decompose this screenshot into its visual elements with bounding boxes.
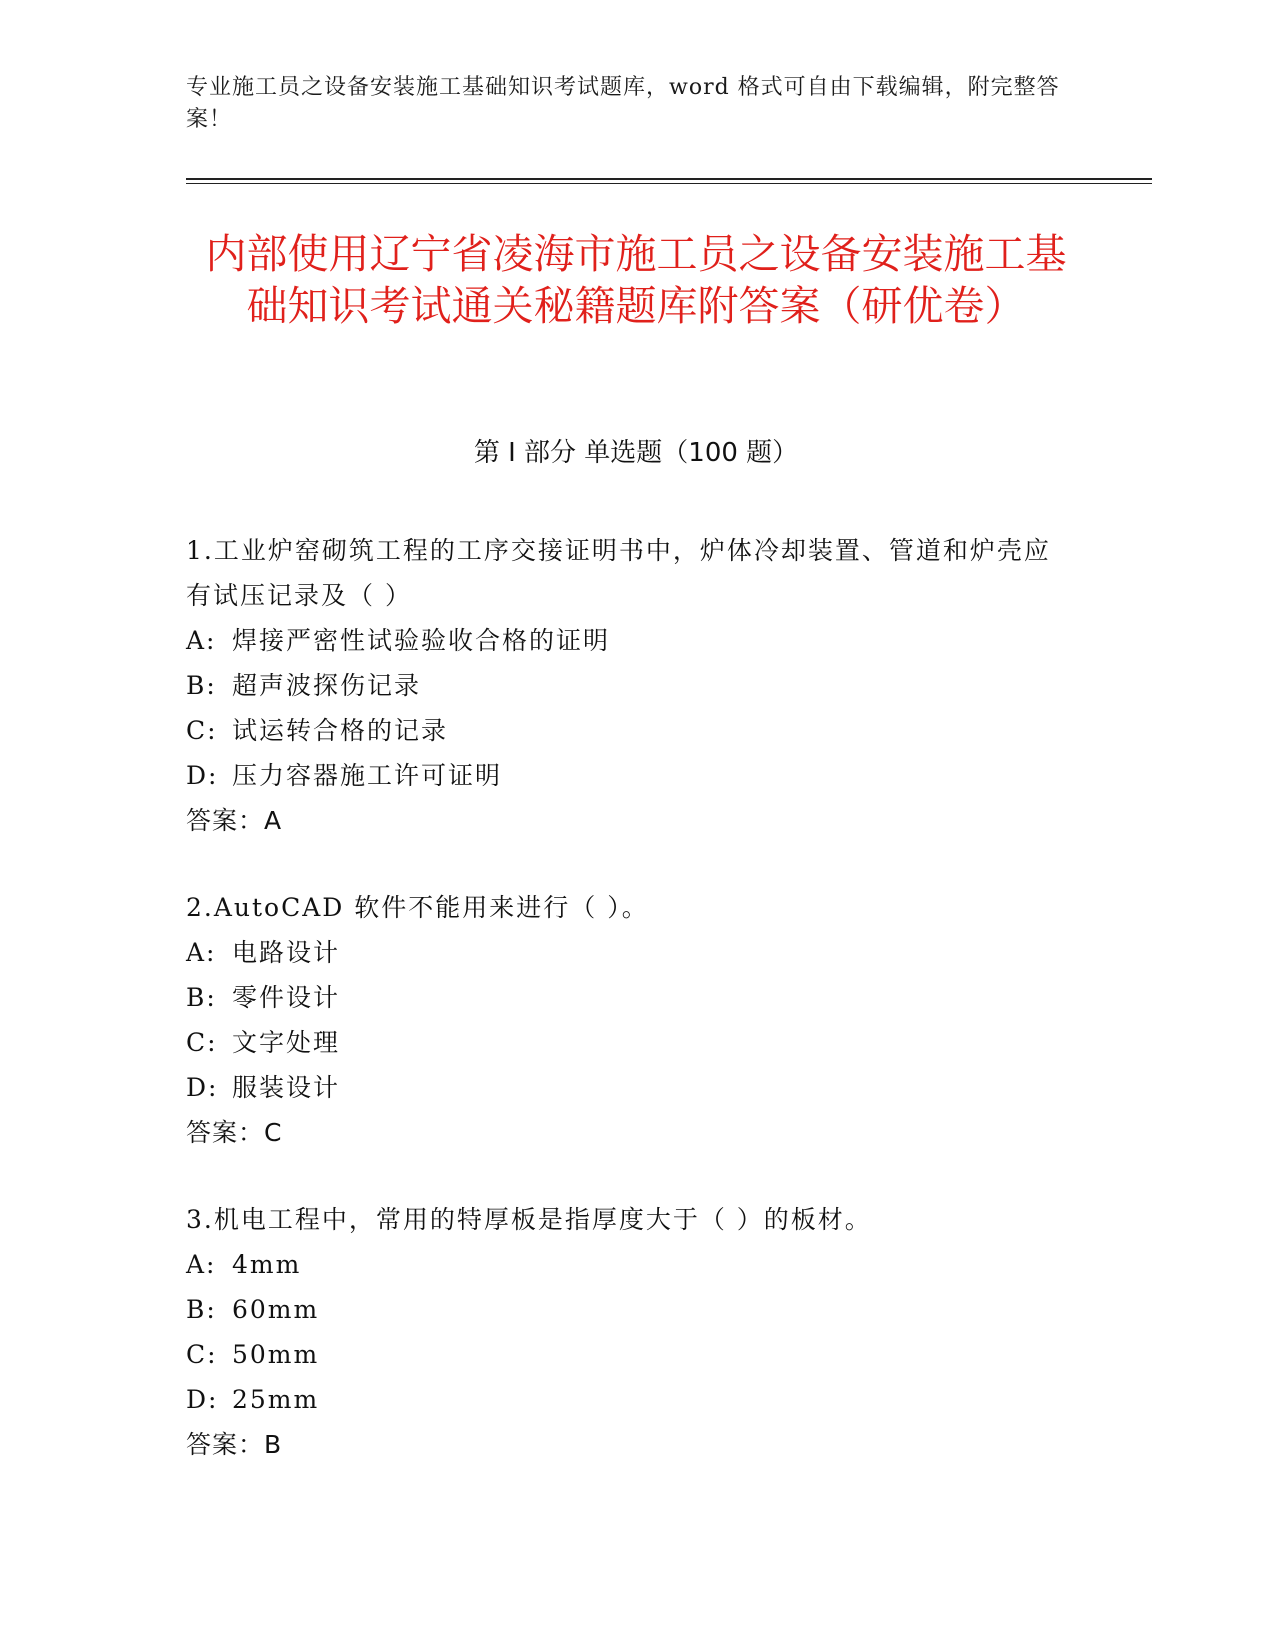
option-d bbox=[186, 1377, 1066, 1422]
question-stem: 2.AutoCAD 软件不能用来进行（ ）。 bbox=[186, 893, 649, 922]
option-c bbox=[186, 708, 1066, 753]
question-stem: 3.机电工程中，常用的特厚板是指厚度大于（ ）的板材。 bbox=[186, 1205, 872, 1234]
section-heading: 第 I 部分 单选题（100 题） bbox=[473, 438, 799, 468]
option-letter: A: bbox=[186, 1250, 217, 1279]
answer-line: 答案：C bbox=[186, 1118, 283, 1147]
option-letter: B: bbox=[186, 671, 217, 700]
option-d bbox=[186, 1065, 1066, 1110]
answer-line: 答案：B bbox=[186, 1430, 283, 1459]
option-letter: C: bbox=[186, 1028, 218, 1057]
question-stem: 1.工业炉窑砌筑工程的工序交接证明书中，炉体冷却装置、管道和炉壳应有试压记录及（ ） bbox=[186, 536, 1051, 610]
question-item bbox=[186, 885, 1066, 1155]
option-text: 电路设计 bbox=[232, 938, 341, 967]
option-letter: D: bbox=[186, 1073, 219, 1102]
option-a bbox=[186, 930, 1066, 975]
option-text: 25mm bbox=[232, 1385, 320, 1414]
option-letter: C: bbox=[186, 716, 218, 745]
option-letter: D: bbox=[186, 761, 219, 790]
option-letter: B: bbox=[186, 983, 217, 1012]
answer-line: 答案：A bbox=[186, 806, 283, 835]
question-item bbox=[186, 1197, 1066, 1467]
option-text: 服装设计 bbox=[232, 1073, 341, 1102]
option-c bbox=[186, 1332, 1066, 1377]
option-a bbox=[186, 1242, 1066, 1287]
option-text: 压力容器施工许可证明 bbox=[232, 761, 503, 790]
option-letter: D: bbox=[186, 1385, 219, 1414]
option-text: 50mm bbox=[232, 1340, 320, 1369]
option-c bbox=[186, 1020, 1066, 1065]
option-text: 超声波探伤记录 bbox=[232, 671, 422, 700]
option-a bbox=[186, 618, 1066, 663]
option-text: 4mm bbox=[232, 1250, 302, 1279]
option-text: 试运转合格的记录 bbox=[232, 716, 449, 745]
question-item bbox=[186, 528, 1066, 843]
option-text: 零件设计 bbox=[232, 983, 341, 1012]
option-b bbox=[186, 663, 1066, 708]
option-b bbox=[186, 1287, 1066, 1332]
header-divider-thick bbox=[186, 178, 1152, 180]
option-letter: B: bbox=[186, 1295, 217, 1324]
option-letter: A: bbox=[186, 626, 217, 655]
question-list bbox=[186, 528, 1066, 1509]
header-note: 专业施工员之设备安装施工基础知识考试题库，word 格式可自由下载编辑，附完整答案！ bbox=[186, 75, 1060, 132]
option-text: 焊接严密性试验验收合格的证明 bbox=[232, 626, 611, 655]
document-title: 内部使用辽宁省凌海市施工员之设备安装施工基础知识考试通关秘籍题库附答案（研优卷） bbox=[205, 230, 1067, 330]
option-letter: C: bbox=[186, 1340, 218, 1369]
option-b bbox=[186, 975, 1066, 1020]
header-divider-thin bbox=[186, 183, 1152, 184]
option-text: 文字处理 bbox=[232, 1028, 341, 1057]
option-d bbox=[186, 753, 1066, 798]
option-text: 60mm bbox=[232, 1295, 320, 1324]
option-letter: A: bbox=[186, 938, 217, 967]
